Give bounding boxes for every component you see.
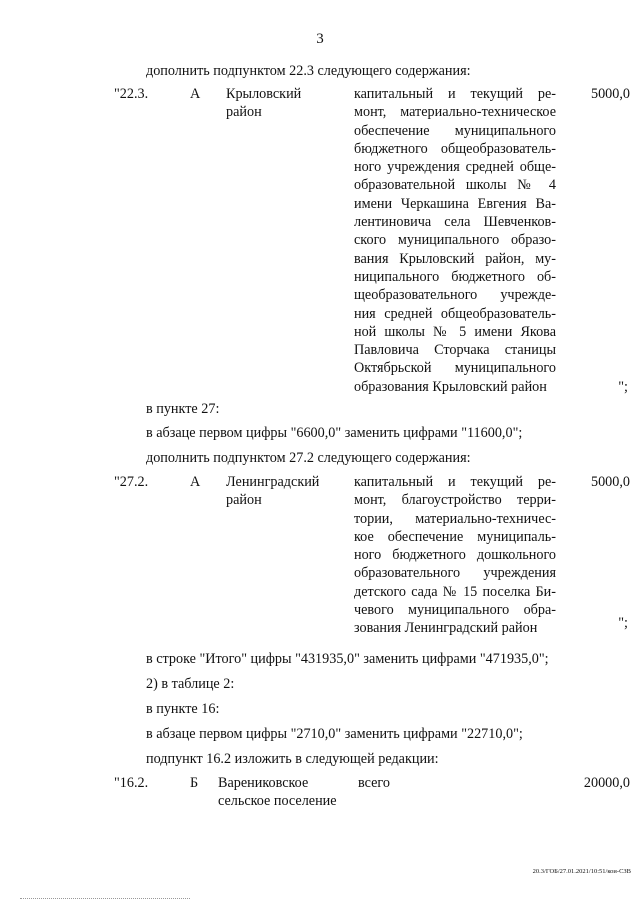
bottom-divider [20,898,190,899]
paragraph-add-27-2: дополнить подпунктом 27.2 следующего содержания: [146,450,471,466]
row-description: всего [358,775,390,791]
row-amount: 20000,0 [583,775,630,791]
row-number: "27.2. [114,474,149,490]
paragraph-replace-6600: в абзаце первом цифры "6600,0" заменить цифрами "11600,0"; [146,425,523,441]
row-closing-quote: "; [618,615,628,631]
paragraph-total-row: в строке "Итого" цифры "431935,0" заменить цифрами "471935,0"; [146,651,549,667]
row-letter: Б [190,775,199,791]
row-description: капитальный и текущий ре- монт, материально-техническое обеспечение муниципального бюджетного общеобразователь- ного учреждения средней обще- образовательной школы № 4 имени Черкашина Евгения Ва- лентиновича села Шевченков- ского муниципального образо- вания Крыловский район, му- ниципального бюджетного об- щеобразовательного учрежде- ния средней общеобразователь- ной школы № 5 имени Якова Павловича Сторчака станицы Октябрьской муниципального образования Крыловский район [354,86,556,395]
row-amount: 5000,0 [590,86,630,102]
row-letter: А [190,86,201,102]
document-footer-code: 20.3/ГОБ/27.01.2021/10:51/кои-СЗВ [532,868,631,875]
row-closing-quote: "; [618,379,628,395]
paragraph-item-16: в пункте 16: [146,701,220,717]
row-description: капитальный и текущий ре- монт, благоустройство терри- тории, материально-техничес- кое обеспечение муниципаль- ного бюджетного дошкольного образовательного учреждения детского сада № 15 поселка Би- чевого муниципального обра- зования Ленинградский район [354,474,556,637]
page-number: 3 [316,31,324,47]
paragraph-table-2: 2) в таблице 2: [146,676,235,692]
row-number: "22.3. [114,86,149,102]
row-letter: А [190,474,201,490]
paragraph-item-27: в пункте 27: [146,401,220,417]
row-number: "16.2. [114,775,149,791]
row-amount: 5000,0 [590,474,630,490]
paragraph-add-22-3: дополнить подпунктом 22.3 следующего содержания: [146,63,471,79]
paragraph-replace-2710: в абзаце первом цифры "2710,0" заменить цифрами "22710,0"; [146,726,523,742]
row-district: Крыловский район [226,86,302,121]
row-district: Варениковское сельское поселение [218,775,337,810]
row-district: Ленинградский район [226,474,320,509]
paragraph-redaction-16-2: подпункт 16.2 изложить в следующей редакции: [146,751,439,767]
